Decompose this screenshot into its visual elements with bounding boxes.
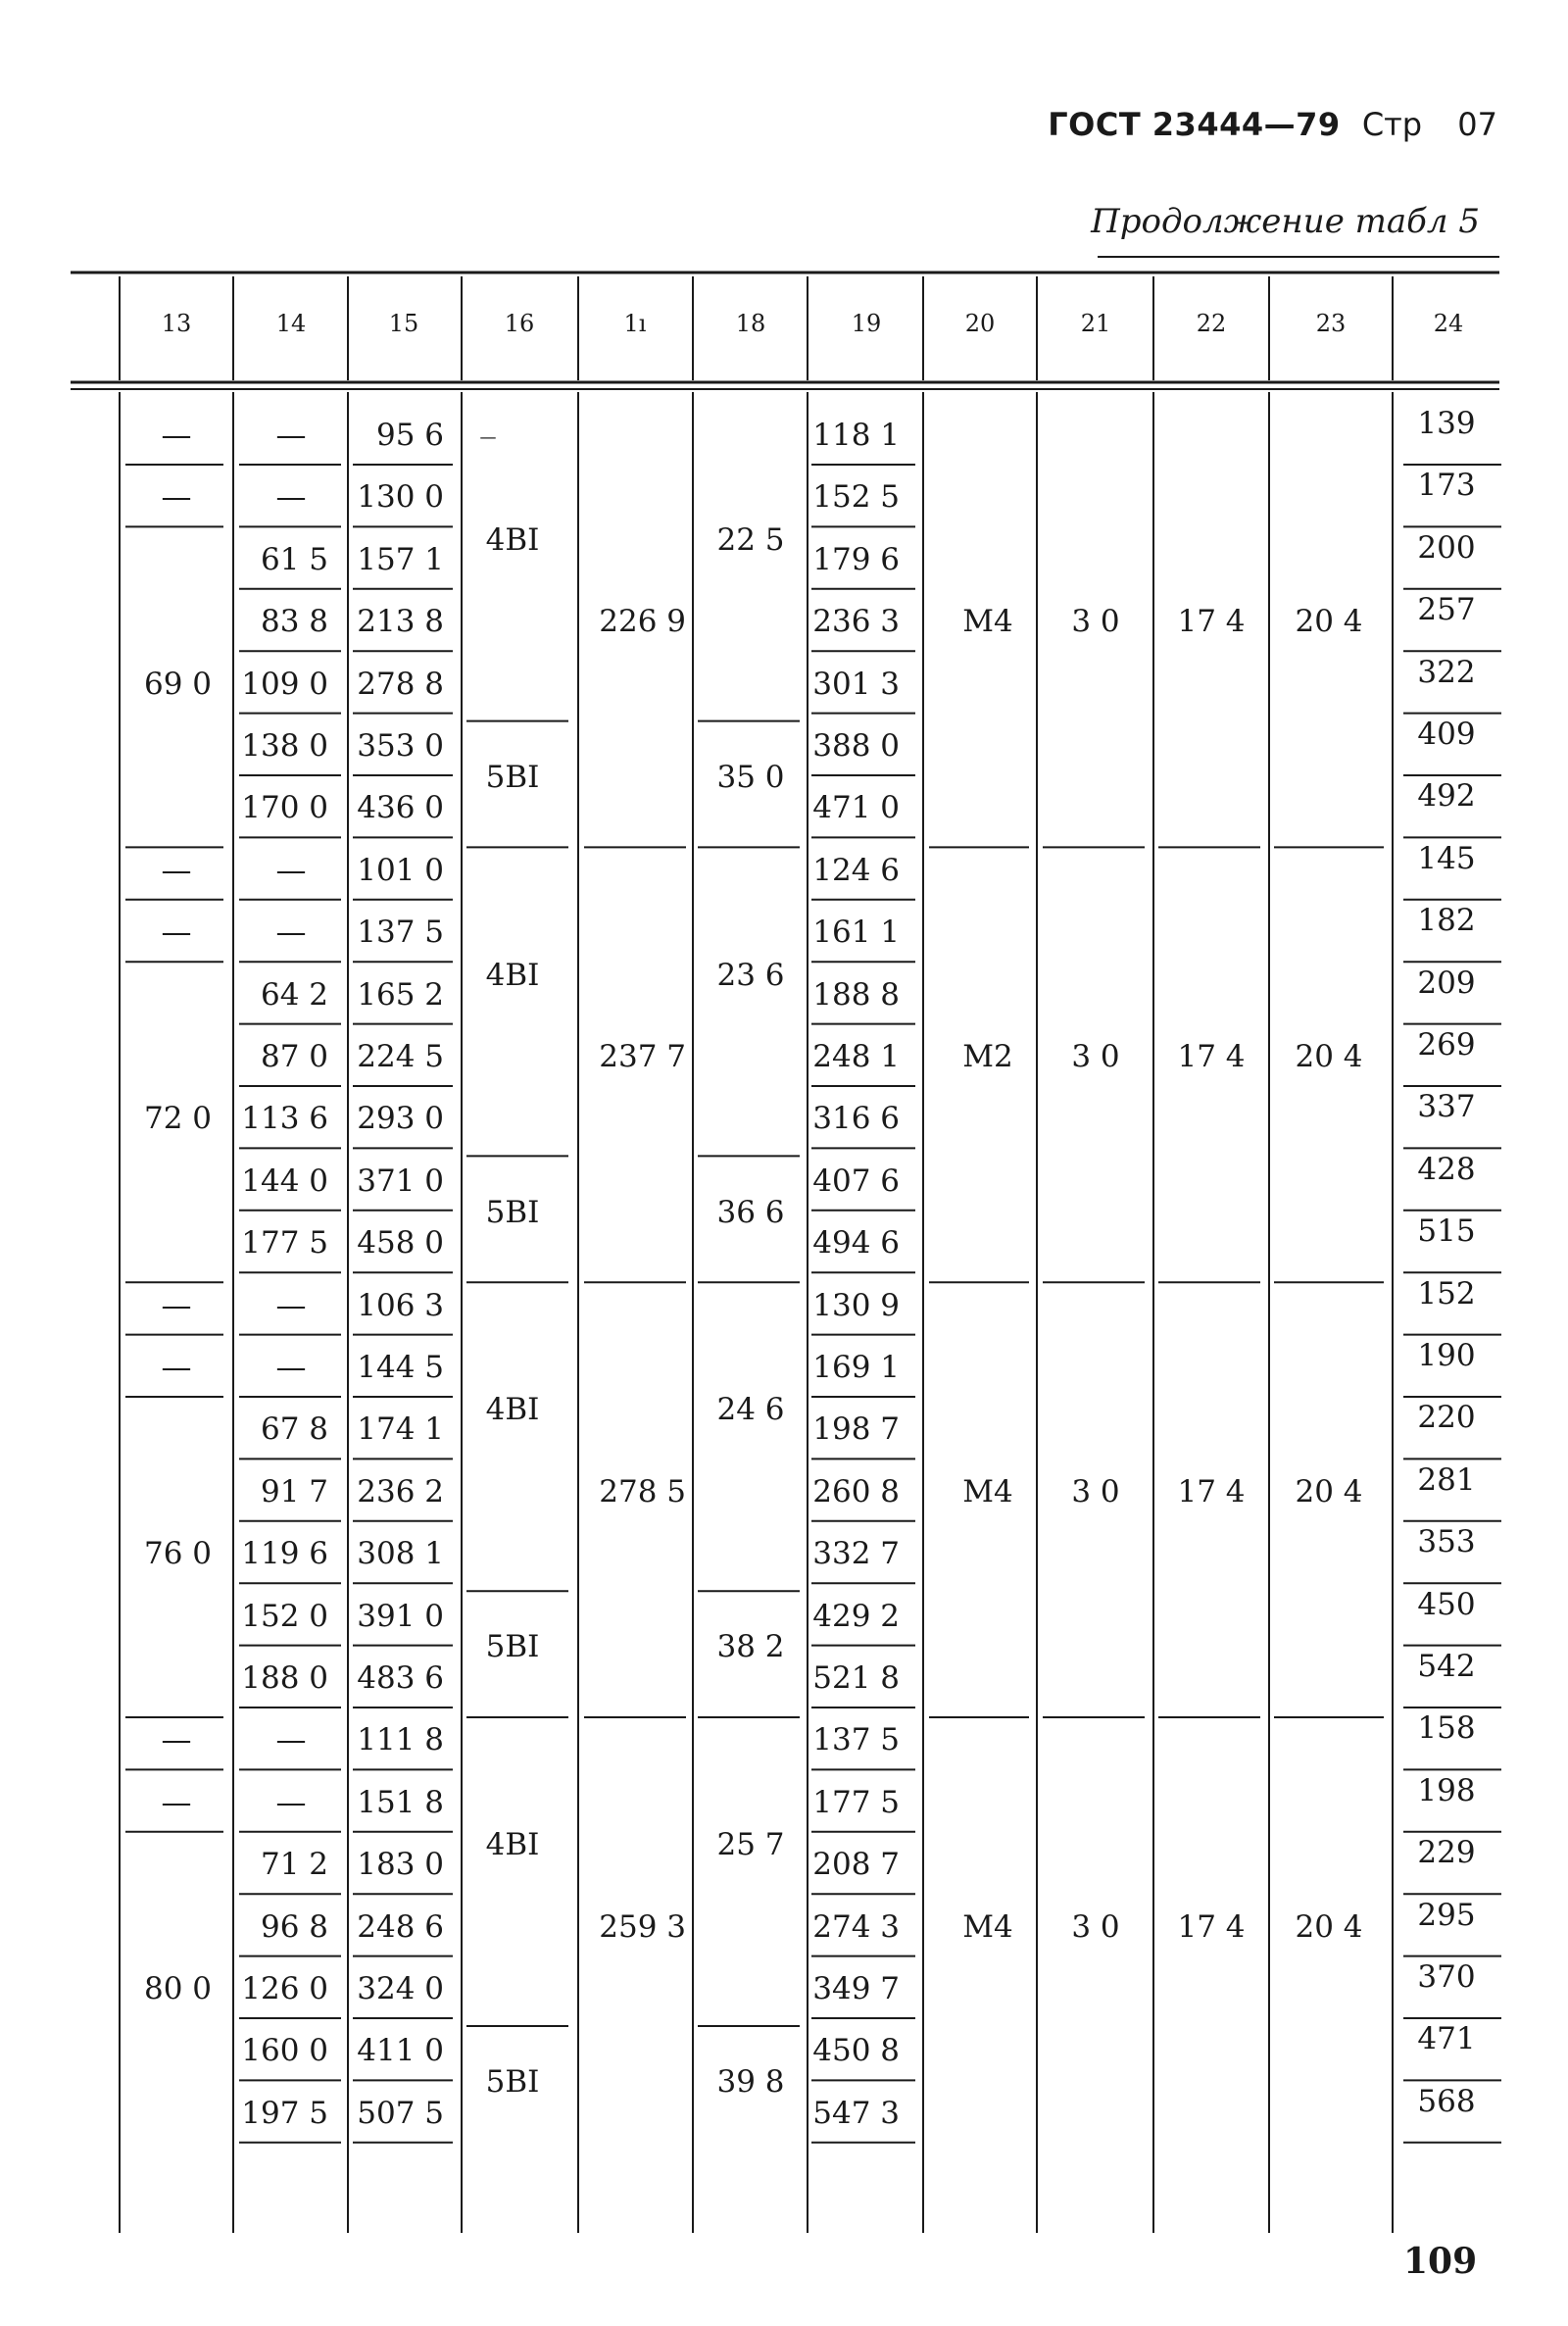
dash-cell: — [161, 1722, 192, 1758]
c15-value: 411 0 [357, 2033, 444, 2069]
c15-value: 507 5 [357, 2095, 444, 2131]
c15-value: 371 0 [357, 1163, 444, 1199]
c18-value: 24 6 [716, 1392, 785, 1428]
c19-value: 198 7 [812, 1411, 900, 1448]
c18-value: 38 2 [716, 1629, 785, 1665]
c15-value: 111 8 [357, 1722, 444, 1758]
dash-cell: — [275, 479, 307, 516]
dash-cell: — [275, 915, 307, 951]
c14-value: 126 0 [241, 1971, 328, 2006]
c19-value: 188 8 [812, 976, 900, 1013]
c24-value: 158 [1417, 1710, 1476, 1747]
column-header: 19 [851, 310, 882, 337]
c14-value: 109 0 [241, 666, 328, 702]
dash-cell: — [161, 852, 192, 888]
c14-value: 188 0 [241, 1660, 328, 1696]
c24-value: 190 [1417, 1338, 1476, 1373]
column-header: 13 [161, 310, 192, 337]
c16-value: 4BI [485, 1827, 540, 1863]
c15-value: 213 8 [357, 604, 444, 640]
c13-value: 72 0 [143, 1101, 212, 1137]
c19-value: 137 5 [812, 1722, 900, 1758]
column-header: 18 [735, 310, 766, 337]
dash-cell: — [161, 915, 192, 951]
c14-value: 152 0 [241, 1598, 328, 1634]
column-header: 14 [275, 310, 307, 337]
column-header: 21 [1080, 310, 1111, 337]
dash-cell: — [161, 418, 192, 453]
c15-value: 101 0 [357, 852, 444, 888]
c20-value: M4 [962, 1473, 1013, 1509]
c19-value: 349 7 [812, 1971, 900, 2006]
c24-value: 337 [1417, 1089, 1476, 1125]
c24-value: 568 [1417, 2083, 1476, 2119]
c24-value: 515 [1417, 1213, 1476, 1250]
c24-value: 209 [1417, 965, 1476, 1001]
column-header: 15 [388, 310, 419, 337]
c14-value: 119 6 [241, 1536, 328, 1572]
column-header: 20 [964, 310, 996, 337]
c17-value: 237 7 [599, 1039, 686, 1074]
c19-value: 179 6 [812, 541, 900, 577]
c16-value: 4BI [485, 957, 540, 993]
c24-value: 295 [1417, 1897, 1476, 1933]
c15-value: 353 0 [357, 728, 444, 764]
c24-value: 353 [1417, 1524, 1476, 1560]
c19-value: 407 6 [812, 1163, 900, 1199]
c24-value: 220 [1417, 1400, 1476, 1436]
c13-value: 76 0 [143, 1536, 212, 1572]
standard-code: ГОСТ 23444—79 [1048, 106, 1341, 143]
dash-cell: — [161, 1350, 192, 1385]
c19-value: 450 8 [812, 2033, 900, 2069]
c14-value: 170 0 [241, 790, 328, 826]
c21-value: 3 0 [1071, 1039, 1120, 1074]
c15-value: 144 5 [357, 1350, 444, 1385]
dash-cell: — [161, 1287, 192, 1323]
c19-value: 130 9 [812, 1287, 900, 1323]
c15-value: 95 6 [375, 418, 444, 453]
table-caption: Продолжение табл 5 [1091, 202, 1480, 241]
c24-value: 450 [1417, 1586, 1476, 1622]
c22-value: 17 4 [1177, 604, 1246, 640]
c19-value: 494 6 [812, 1225, 900, 1262]
c19-value: 332 7 [812, 1536, 900, 1572]
c19-value: 169 1 [812, 1350, 900, 1385]
dash-cell: — [275, 852, 307, 888]
c18-value: 36 6 [716, 1194, 785, 1230]
c14-value: 177 5 [241, 1225, 328, 1262]
page-number: 07 [1457, 106, 1497, 143]
c19-value: 274 3 [812, 1908, 900, 1945]
c14-value: 160 0 [241, 2033, 328, 2069]
c19-value: 118 1 [812, 418, 900, 453]
c15-value: 137 5 [357, 915, 444, 951]
c24-value: 370 [1417, 1959, 1476, 1995]
c15-value: 308 1 [357, 1536, 444, 1572]
c24-value: 269 [1417, 1027, 1476, 1063]
c21-value: 3 0 [1071, 604, 1120, 640]
column-header: 24 [1433, 310, 1464, 337]
c14-value: 96 8 [260, 1908, 328, 1945]
c19-value: 236 3 [812, 604, 900, 640]
dash-cell: — [161, 1784, 192, 1820]
c14-value: 144 0 [241, 1163, 328, 1199]
c24-value: 198 [1417, 1772, 1476, 1808]
c24-value: 428 [1417, 1151, 1476, 1187]
dash-cell: — [275, 1784, 307, 1820]
c15-value: 224 5 [357, 1039, 444, 1074]
c16-value: 4BI [485, 1392, 540, 1428]
c18-value: 23 6 [716, 957, 785, 993]
c15-value: 183 0 [357, 1847, 444, 1883]
c16-value: 5BI [485, 759, 540, 795]
dash-cell: — [275, 1287, 307, 1323]
page-label: Стр [1361, 106, 1423, 143]
c18-value: 25 7 [716, 1827, 785, 1863]
c15-value: 165 2 [357, 976, 444, 1013]
c14-value: 91 7 [260, 1473, 328, 1509]
c15-value: 174 1 [357, 1411, 444, 1448]
c24-value: 229 [1417, 1835, 1476, 1871]
c14-value: 87 0 [260, 1039, 328, 1074]
c20-value: M4 [962, 1908, 1013, 1945]
c24-value: 182 [1417, 903, 1476, 939]
c21-value: 3 0 [1071, 1473, 1120, 1509]
c19-value: 521 8 [812, 1660, 900, 1696]
c24-value: 173 [1417, 468, 1476, 504]
c15-value: 236 2 [357, 1473, 444, 1509]
c14-value: 113 6 [241, 1101, 328, 1137]
footer-page-number: 109 [1403, 2241, 1478, 2282]
c15-value: 293 0 [357, 1101, 444, 1137]
c24-value: 281 [1417, 1461, 1476, 1498]
c22-value: 17 4 [1177, 1039, 1246, 1074]
c24-value: 152 [1417, 1275, 1476, 1311]
c21-value: 3 0 [1071, 1908, 1120, 1945]
c19-value: 208 7 [812, 1847, 900, 1883]
column-header: 22 [1196, 310, 1227, 337]
c23-value: 20 4 [1295, 1473, 1363, 1509]
c14-value: 83 8 [260, 604, 328, 640]
c24-value: 145 [1417, 840, 1476, 876]
c15-value: 151 8 [357, 1784, 444, 1820]
c15-value: 157 1 [357, 541, 444, 577]
c15-value: 436 0 [357, 790, 444, 826]
dash-cell: _ [480, 404, 496, 439]
c19-value: 177 5 [812, 1784, 900, 1820]
c15-value: 324 0 [357, 1971, 444, 2006]
c18-value: 22 5 [716, 521, 785, 558]
c15-value: 483 6 [357, 1660, 444, 1696]
c13-value: 69 0 [143, 666, 212, 702]
dash-cell: — [275, 1722, 307, 1758]
c15-value: 278 8 [357, 666, 444, 702]
c16-value: 5BI [485, 1629, 540, 1665]
c24-value: 200 [1417, 529, 1476, 566]
c19-value: 471 0 [812, 790, 900, 826]
c18-value: 39 8 [716, 2064, 785, 2101]
c19-value: 260 8 [812, 1473, 900, 1509]
c14-value: 67 8 [260, 1411, 328, 1448]
c19-value: 152 5 [812, 479, 900, 516]
c24-value: 257 [1417, 592, 1476, 628]
c23-value: 20 4 [1295, 1039, 1363, 1074]
c14-value: 138 0 [241, 728, 328, 764]
c14-value: 64 2 [260, 976, 328, 1013]
c15-value: 130 0 [357, 479, 444, 516]
c19-value: 161 1 [812, 915, 900, 951]
c15-value: 106 3 [357, 1287, 444, 1323]
column-header: 1ı [623, 310, 647, 337]
c17-value: 278 5 [599, 1473, 686, 1509]
c24-value: 471 [1417, 2021, 1476, 2057]
c16-value: 5BI [485, 1194, 540, 1230]
c19-value: 301 3 [812, 666, 900, 702]
c19-value: 388 0 [812, 728, 900, 764]
c22-value: 17 4 [1177, 1908, 1246, 1945]
c16-value: 4BI [485, 521, 540, 558]
c17-value: 226 9 [599, 604, 686, 640]
c15-value: 248 6 [357, 1908, 444, 1945]
c24-value: 492 [1417, 778, 1476, 815]
c15-value: 391 0 [357, 1598, 444, 1634]
c14-value: 197 5 [241, 2095, 328, 2131]
c19-value: 429 2 [812, 1598, 900, 1634]
column-header: 23 [1315, 310, 1347, 337]
c20-value: M2 [962, 1039, 1013, 1074]
c19-value: 248 1 [812, 1039, 900, 1074]
c24-value: 409 [1417, 717, 1476, 752]
c18-value: 35 0 [716, 759, 785, 795]
dash-cell: — [275, 1350, 307, 1385]
c24-value: 139 [1417, 406, 1476, 441]
dash-cell: — [275, 418, 307, 453]
c19-value: 316 6 [812, 1101, 900, 1137]
c20-value: M4 [962, 604, 1013, 640]
c15-value: 458 0 [357, 1225, 444, 1262]
c24-value: 542 [1417, 1649, 1476, 1684]
c17-value: 259 3 [599, 1908, 686, 1945]
c22-value: 17 4 [1177, 1473, 1246, 1509]
column-header: 16 [504, 310, 535, 337]
c24-value: 322 [1417, 654, 1476, 690]
dash-cell: — [161, 479, 192, 516]
c23-value: 20 4 [1295, 604, 1363, 640]
c23-value: 20 4 [1295, 1908, 1363, 1945]
c14-value: 71 2 [260, 1847, 328, 1883]
c13-value: 80 0 [143, 1971, 212, 2006]
c19-value: 547 3 [812, 2095, 900, 2131]
c14-value: 61 5 [260, 541, 328, 577]
c19-value: 124 6 [812, 852, 900, 888]
c16-value: 5BI [485, 2064, 540, 2101]
